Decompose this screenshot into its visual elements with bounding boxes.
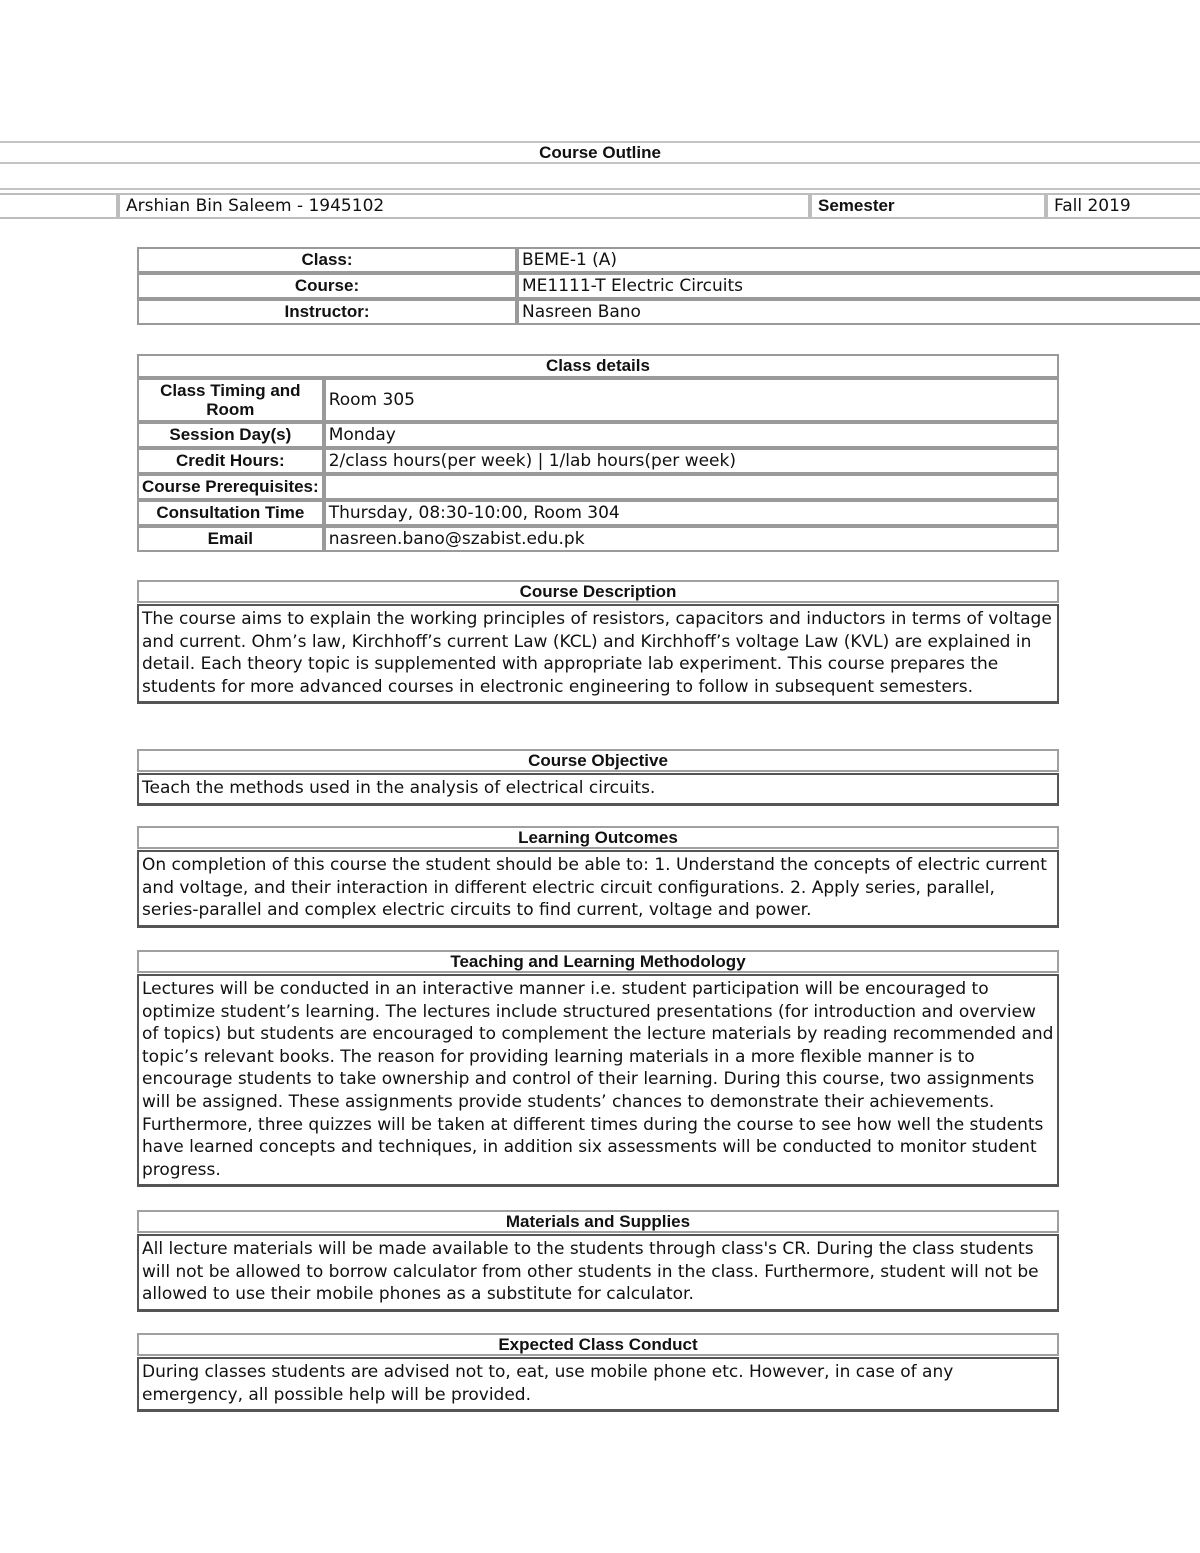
session-label: Session Day(s) [137, 422, 324, 448]
course-info-row [137, 247, 1200, 273]
learning-outcomes-section [137, 826, 1059, 928]
student-name: Arshian Bin Saleem - 1945102 [118, 193, 810, 219]
course-info-table [137, 247, 1200, 325]
class-details-row [137, 448, 1059, 474]
class-conduct-section [137, 1333, 1059, 1412]
materials-supplies-section [137, 1210, 1059, 1312]
class-label: Class: [137, 247, 517, 273]
section-title: Course Objective [137, 749, 1059, 772]
section-body: The course aims to explain the working principles of resistors, capacitors and inductors in terms of voltage and current. Ohm’s law, Kirchhoff’s current Law (KCL) and Kirchhoff’s voltage Law (KVL) are explained in detail. Each theory topic is supplemented with appropriate lab experiment. This course prepares the students for more advanced courses in electronic engineering to follow in subsequent semesters. [137, 604, 1059, 704]
class-details-header-row [137, 354, 1059, 378]
timing-value: Room 305 [324, 378, 1059, 422]
session-value: Monday [324, 422, 1059, 448]
course-objective-section [137, 749, 1059, 806]
section-title: Learning Outcomes [137, 826, 1059, 849]
class-details-row [137, 500, 1059, 526]
email-label: Email [137, 526, 324, 552]
class-details-row [137, 422, 1059, 448]
class-value: BEME-1 (A) [517, 247, 1200, 273]
course-info-row [137, 299, 1200, 325]
section-body: Lectures will be conducted in an interactive manner i.e. student participation will be encouraged to optimize student’s learning. The lectures include structured presentations (for introduction and overview of topics) but students are encouraged to complement the lecture materials by reading recommended and topic’s relevant books. The reason for providing learning materials in a more flexible manner is to encourage students to take ownership and control of their learning. During this course, two assignments will be assigned. These assignments provide students’ chances to demonstrate their achievements. Furthermore, three quizzes will be taken at different times during the course to see how well the students have learned concepts and techniques, in addition six assessments will be conducted to monitor student progress. [137, 974, 1059, 1187]
course-description-section [137, 580, 1059, 704]
class-details-table [137, 354, 1059, 552]
instructor-value: Nasreen Bano [517, 299, 1200, 325]
header-bottom-rule [0, 162, 1200, 164]
header-spacer-rule [0, 188, 1200, 190]
course-value: ME1111-T Electric Circuits [517, 273, 1200, 299]
teaching-methodology-section [137, 950, 1059, 1187]
credit-label: Credit Hours: [137, 448, 324, 474]
class-details-row [137, 526, 1059, 552]
section-body: On completion of this course the student should be able to: 1. Understand the concepts of electric current and voltage, and their interaction in different electric circuit configurations. 2. Apply series, parallel, series-parallel and complex electric circuits to find current, voltage and power. [137, 850, 1059, 928]
section-body: All lecture materials will be made available to the students through class's CR. During the class students will not be allowed to borrow calculator from other students in the class. Furthermore, student will not be allowed to use their mobile phones as a substitute for calculator. [137, 1234, 1059, 1312]
semester-label: Semester [810, 193, 1046, 219]
semester-value: Fall 2019 [1046, 193, 1200, 219]
prereq-value [324, 474, 1059, 500]
class-details-title: Class details [137, 354, 1059, 378]
consultation-value: Thursday, 08:30-10:00, Room 304 [324, 500, 1059, 526]
section-title: Expected Class Conduct [137, 1333, 1059, 1356]
timing-label: Class Timing and Room [137, 378, 324, 422]
instructor-label: Instructor: [137, 299, 517, 325]
class-details-row [137, 378, 1059, 422]
consultation-label: Consultation Time [137, 500, 324, 526]
prereq-label: Course Prerequisites: [137, 474, 324, 500]
class-details-row [137, 474, 1059, 500]
section-body: During classes students are advised not to, eat, use mobile phone etc. However, in case of any emergency, all possible help will be provided. [137, 1357, 1059, 1412]
email-value: nasreen.bano@szabist.edu.pk [324, 526, 1059, 552]
student-strip-blank [0, 193, 118, 219]
section-title: Materials and Supplies [137, 1210, 1059, 1233]
section-title: Teaching and Learning Methodology [137, 950, 1059, 973]
section-body: Teach the methods used in the analysis of electrical circuits. [137, 773, 1059, 806]
page-title: Course Outline [539, 143, 661, 162]
section-title: Course Description [137, 580, 1059, 603]
course-label: Course: [137, 273, 517, 299]
course-info-row [137, 273, 1200, 299]
credit-value: 2/class hours(per week) | 1/lab hours(per week) [324, 448, 1059, 474]
